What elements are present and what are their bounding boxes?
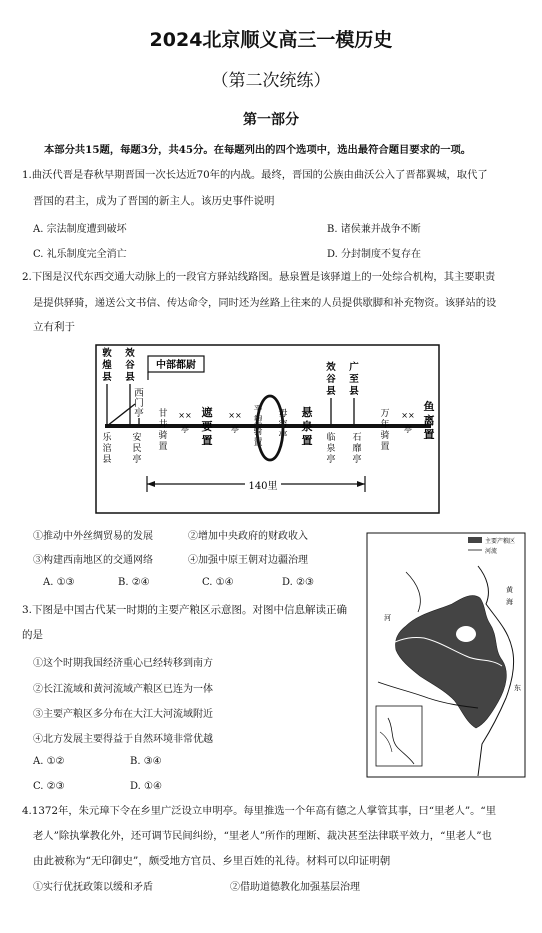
svg-text:要: 要 <box>201 420 213 433</box>
svg-text:泉: 泉 <box>301 420 313 433</box>
q3-option-d[interactable]: D. ①④ <box>130 781 162 792</box>
q2-text-line3: 立有利于 <box>33 321 75 333</box>
q3-text-line1: 3.下图是中国古代某一时期的主要产粮区示意图。对图中信息解读正确 <box>22 604 348 616</box>
q4-text-line1: 4.1372年，朱元璋下令在乡里广泛设立申明亭。每里推选一个年高有德之人掌管其事，曰“里老人”。“里 <box>22 805 496 817</box>
q2-choice-4: ④加强中原王朝对边疆治理 <box>188 555 308 566</box>
svg-text:谷: 谷 <box>125 360 135 371</box>
station-zheyao: 遮 <box>201 406 213 419</box>
q2-text-line2: 是提供驿骑，递送公文书信、传达命令，同时还为丝路上往来的人员提供歇脚和补充物资。该驿站的设 <box>33 297 497 309</box>
svg-text:谷: 谷 <box>326 374 336 385</box>
q3-choice-1: ①这个时期我国经济重心已经转移到南方 <box>33 658 213 669</box>
svg-text:井: 井 <box>158 420 168 430</box>
q2-choice-3: ③构建西南地区的交通网络 <box>33 555 153 566</box>
map-label-hai: 海 <box>506 598 513 606</box>
svg-text:至: 至 <box>349 374 359 385</box>
svg-text:离: 离 <box>423 414 435 427</box>
svg-text:县: 县 <box>349 386 359 397</box>
svg-text:××: ×× <box>178 411 192 420</box>
q2-text-line1: 2.下图是汉代东西交通大动脉上的一段官方驿站线路图。悬泉置是该驿道上的一处综合机构，其主要职责 <box>22 271 496 283</box>
q1-text-line1: 1.曲沃代晋是春秋早期晋国一次长达近70年的内战。最终，晋国的公族由曲沃公入了晋都翼城，取代了 <box>22 169 488 181</box>
q2-station-diagram <box>95 344 440 516</box>
station-ganjing: 甘 <box>158 409 168 419</box>
svg-text:亭: 亭 <box>134 408 144 419</box>
svg-text:靡: 靡 <box>352 444 362 454</box>
map-label-huang: 黄 <box>506 586 513 594</box>
page-subtitle: （第二次统练） <box>211 71 331 91</box>
q1-text-line2: 晋国的君主，成为了晋国的新主人。该历史事件说明 <box>33 195 275 207</box>
svg-text:置: 置 <box>380 442 390 452</box>
label-dunhuang: 敦 <box>102 348 112 359</box>
svg-text:亭: 亭 <box>278 431 288 441</box>
q3-option-c[interactable]: C. ②③ <box>33 781 65 792</box>
page-title: 2024北京顺义高三一模历史 <box>149 29 393 51</box>
q2-option-d[interactable]: D. ②③ <box>282 577 314 588</box>
instructions: 本部分共15题，每题3分，共45分。在每题列出的四个选项中，选出最符合题目要求的一项。 <box>44 144 472 156</box>
label-guangzhi: 广 <box>349 362 359 373</box>
q3-choice-2: ②长江流域和黄河流域产粮区已连为一体 <box>33 684 213 695</box>
svg-text:骑: 骑 <box>158 431 168 441</box>
station-yuli: 鱼 <box>423 400 435 413</box>
svg-text:望: 望 <box>253 416 263 426</box>
svg-text:泉: 泉 <box>326 444 336 454</box>
q2-choice-1: ①推动中外丝绸贸易的发展 <box>33 531 153 542</box>
map-label-he: 河 <box>384 614 391 622</box>
station-linquan: 临 <box>326 433 336 443</box>
q4-text-line3: 由此被称为“无印御史”，颇受地方官员、乡里百姓的礼待。材料可以印证明朝 <box>33 855 391 867</box>
svg-text:亭: 亭 <box>326 455 336 465</box>
svg-text:亭: 亭 <box>352 455 362 465</box>
label-xiaogu: 效 <box>125 348 135 359</box>
q4-choice-2: ②借助道德教化加强基层治理 <box>230 882 360 893</box>
svg-text:穷: 穷 <box>278 420 288 430</box>
svg-text:县: 县 <box>125 372 135 383</box>
q3-grain-map <box>366 532 526 778</box>
q1-option-c[interactable]: C. 礼乐制度完全消亡 <box>33 249 127 260</box>
station-xuanquan: 悬 <box>301 406 313 419</box>
svg-text:置: 置 <box>253 438 263 448</box>
q3-option-a[interactable]: A. ①② <box>33 756 65 767</box>
q3-option-b[interactable]: B. ③④ <box>130 756 162 767</box>
svg-text:县: 县 <box>102 372 112 383</box>
label-zhongbu: 中部都尉 <box>156 360 196 371</box>
q3-text-line2: 的是 <box>22 629 43 641</box>
svg-text:煌: 煌 <box>102 360 112 371</box>
q3-choice-3: ③主要产粮区多分布在大江大河流域附近 <box>33 709 213 720</box>
q4-choice-1: ①实行优抚政策以缓和矛盾 <box>33 882 153 893</box>
q1-option-a[interactable]: A. 宗法制度遭到破坏 <box>33 224 127 235</box>
svg-text:涫: 涫 <box>102 444 112 454</box>
q1-option-b[interactable]: B. 诸侯兼并战争不断 <box>327 224 421 235</box>
q2-option-c[interactable]: C. ①④ <box>202 577 234 588</box>
station-wannian: 万 <box>380 409 390 419</box>
svg-text:县: 县 <box>102 455 112 465</box>
svg-text:门: 门 <box>134 398 144 409</box>
q3-choice-4: ④北方发展主要得益于自然环境非常优越 <box>33 734 213 745</box>
label-ximen: 西 <box>134 388 144 399</box>
station-pingwang: 平 <box>253 405 263 415</box>
svg-text:××: ×× <box>401 411 415 420</box>
q2-option-b[interactable]: B. ②④ <box>118 577 150 588</box>
legend-river: 河流 <box>485 548 498 555</box>
svg-text:亭: 亭 <box>132 455 142 465</box>
q2-option-a[interactable]: A. ①③ <box>43 577 75 588</box>
svg-text:亭: 亭 <box>181 425 189 434</box>
section-heading: 第一部分 <box>243 112 299 128</box>
station-lequan: 乐 <box>102 433 112 443</box>
station-wuqiong: 毋 <box>278 409 288 419</box>
station-shimi: 石 <box>352 433 362 443</box>
map-label-dong: 东 <box>514 684 521 692</box>
svg-text:年: 年 <box>380 420 390 430</box>
svg-text:置: 置 <box>201 434 213 447</box>
svg-text:亭: 亭 <box>404 425 412 434</box>
svg-text:置: 置 <box>158 442 168 452</box>
svg-text:骑: 骑 <box>253 427 263 437</box>
svg-text:亭: 亭 <box>231 425 239 434</box>
q1-option-d[interactable]: D. 分封制度不复存在 <box>327 249 422 260</box>
svg-text:县: 县 <box>326 386 336 397</box>
svg-text:置: 置 <box>301 434 313 447</box>
q2-choice-2: ②增加中央政府的财政收入 <box>188 531 308 542</box>
svg-text:××: ×× <box>228 411 242 420</box>
svg-text:骑: 骑 <box>380 431 390 441</box>
distance-label: 140里 <box>248 481 278 492</box>
legend-grain: 主要产粮区 <box>485 538 516 545</box>
svg-text:置: 置 <box>423 428 435 441</box>
svg-text:民: 民 <box>132 444 142 454</box>
label-xiaogu2: 效 <box>326 362 336 373</box>
station-anmin: 安 <box>132 433 142 443</box>
q4-text-line2: 老人”除执掌教化外，还可调节民间纠纷，“里老人”所作的理断、裁决甚至法律联平效力，“里老人”也 <box>33 830 492 842</box>
